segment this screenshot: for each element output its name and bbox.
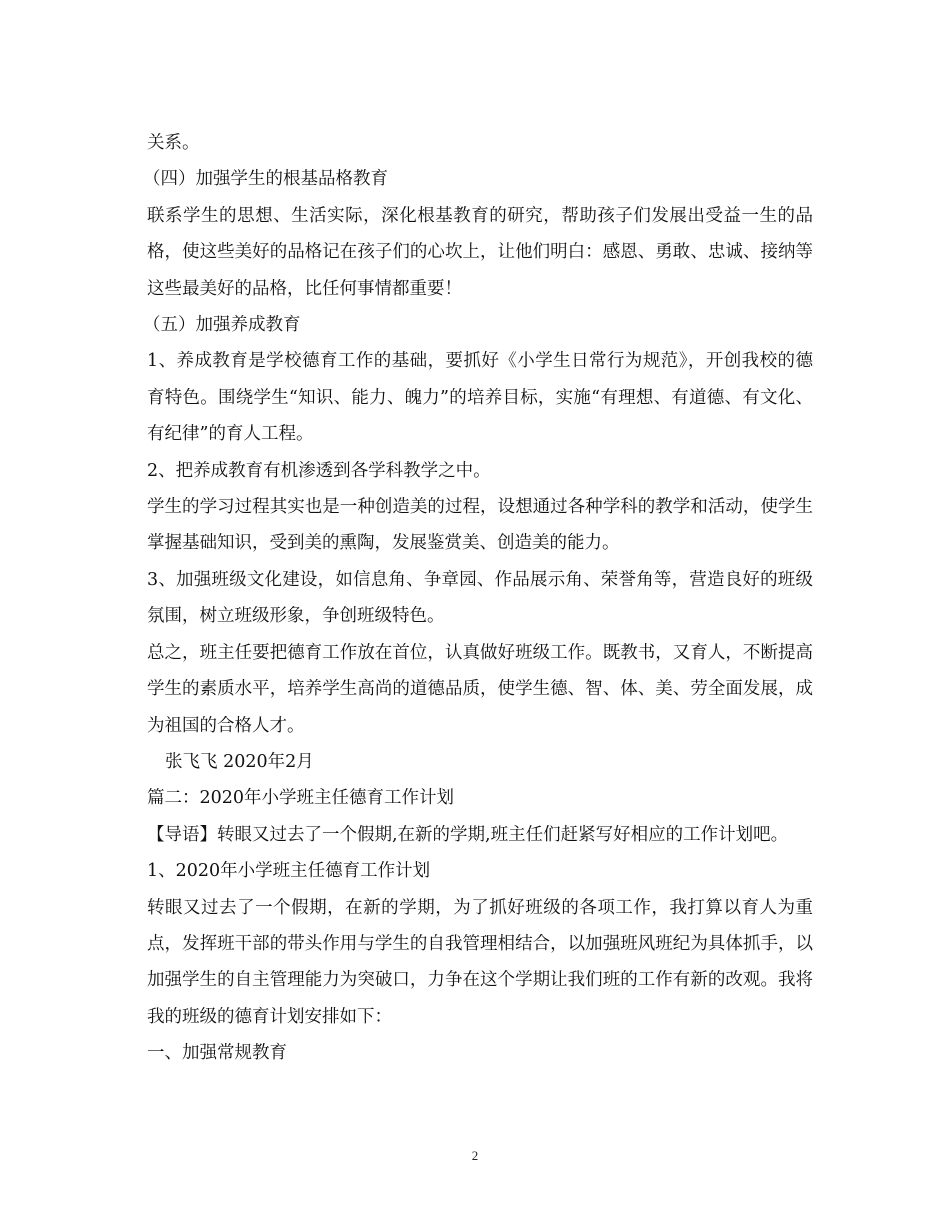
page-number: 2	[471, 1148, 479, 1163]
signature-line: 张飞飞 2020年2月	[165, 751, 314, 772]
paragraph-item-1: 1、养成教育是学校德育工作的基础，要抓好《小学生日常行为规范》，开创我校的德育特色。围绕学生“知识、能力、魄力”的培养目标，实施“有理想、有道德、有文化、有纪律”的育人工程。	[147, 351, 813, 445]
paragraph-item-3: 3、加强班级文化建设，如信息角、争章园、作品展示角、荣誉角等，营造良好的班级氛围，树立班级形象，争创班级特色。	[147, 569, 813, 627]
plan-heading: 1、2020年小学班主任德育工作计划	[147, 861, 431, 882]
paragraph-summary: 总之，班主任要把德育工作放在首位，认真做好班级工作。既教书，又育人，不断提高学生的素质水平，培养学生高尚的道德品质，使学生德、智、体、美、劳全面发展，成为祖国的合格人才。	[147, 642, 813, 736]
section-heading-one: 一、加强常规教育	[147, 1043, 287, 1064]
article-two-title: 篇二：2020年小学班主任德育工作计划	[147, 788, 455, 809]
intro-paragraph: 【导语】转眼又过去了一个假期,在新的学期,班主任们赶紧写好相应的工作计划吧。	[147, 824, 789, 845]
paragraph-item-2: 2、把养成教育有机渗透到各学科教学之中。	[147, 460, 491, 481]
section-heading-five: （五）加强养成教育	[143, 315, 301, 336]
paragraph-character-education: 联系学生的思想、生活实际，深化根基教育的研究，帮助孩子们发展出受益一生的品格，使这些美好的品格记在孩子们的心坎上，让他们明白：感恩、勇敢、忠诚、接纳等这些最美好的品格，比任何事情都重要！	[147, 205, 813, 299]
paragraph-continuation: 关系。	[147, 133, 200, 153]
plan-body-paragraph: 转眼又过去了一个假期，在新的学期，为了抓好班级的各项工作，我打算以育人为重点，发挥班干部的带头作用与学生的自我管理相结合，以加强班风班纪为具体抓手，以加强学生的自主管理能力为突破口，力争在这个学期让我们班的工作有新的改观。我将我的班级的德育计划安排如下：	[147, 897, 813, 1027]
paragraph-learning-process: 学生的学习过程其实也是一种创造美的过程，设想通过各种学科的教学和活动，使学生掌握基础知识，受到美的熏陶，发展鉴赏美、创造美的能力。	[147, 497, 813, 554]
section-heading-four: （四）加强学生的根基品格教育	[143, 169, 388, 190]
document-body	[143, 125, 813, 1072]
